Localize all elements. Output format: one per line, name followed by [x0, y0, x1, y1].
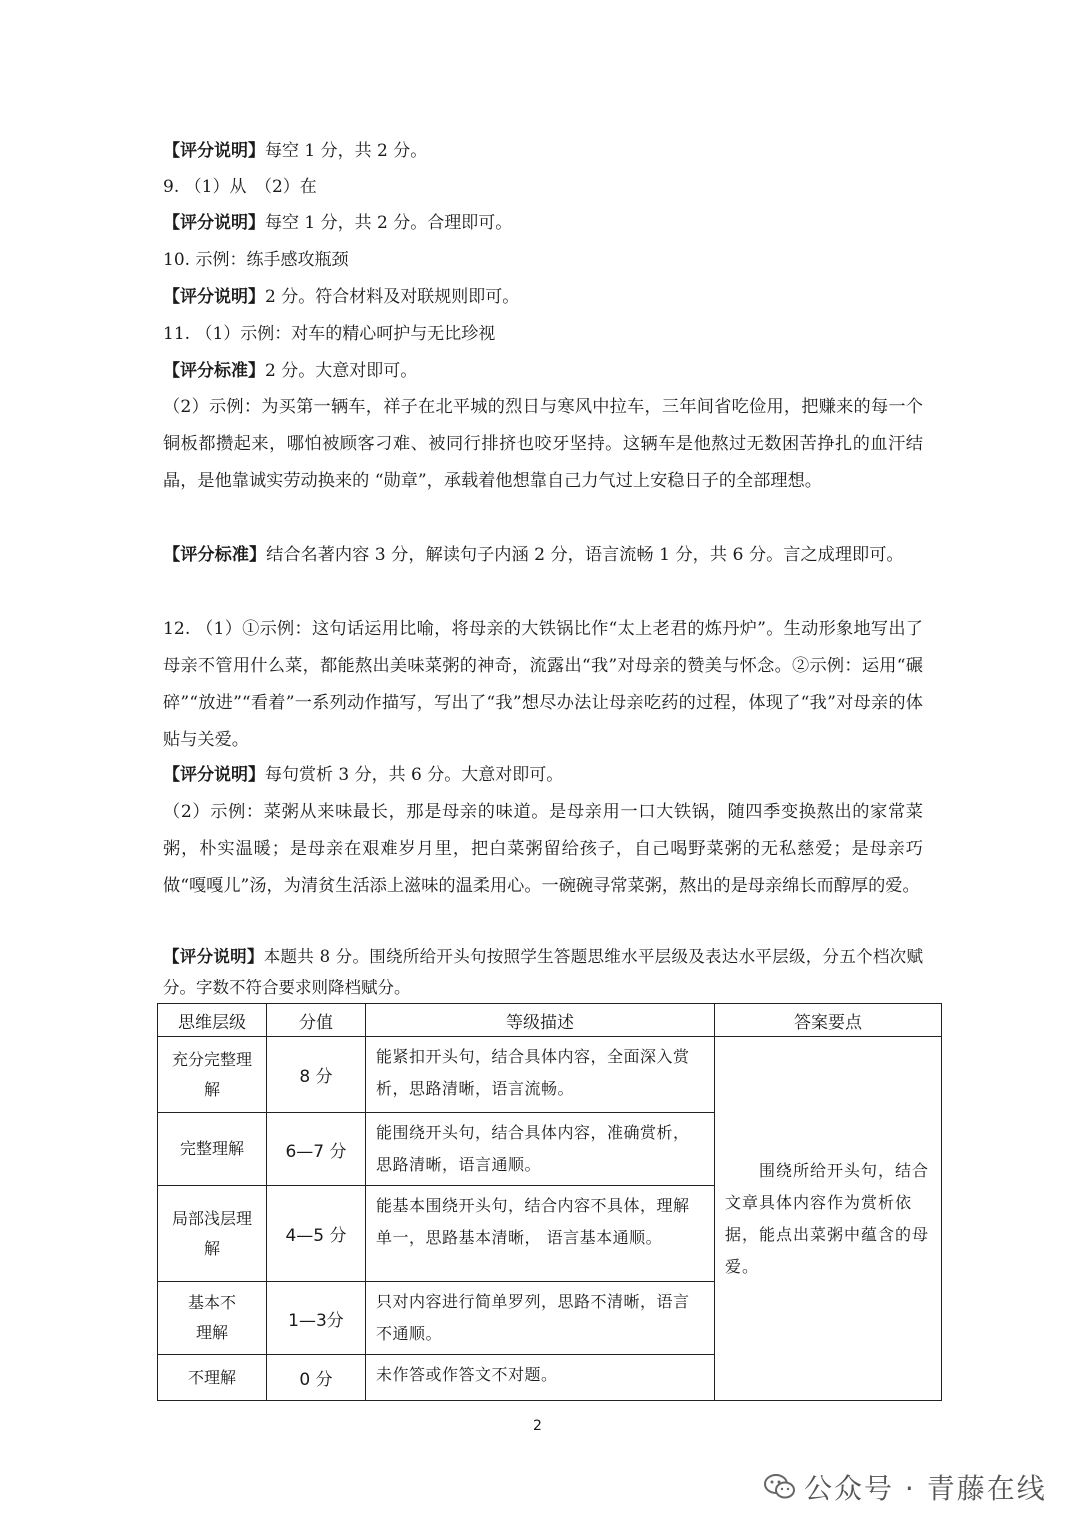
header-key: 答案要点 [715, 1004, 942, 1037]
score-cell: 6—7 分 [267, 1113, 366, 1186]
header-desc: 等级描述 [366, 1004, 715, 1037]
table-row [158, 1037, 942, 1113]
key-point-cell: 围绕所给开头句，结合文章具体内容作为赏析依据，能点出菜粥中蕴含的母爱。 [715, 1037, 942, 1401]
scoring-table [157, 1003, 942, 1401]
score-cell: 8 分 [267, 1037, 366, 1113]
grading-note-12-1: 【评分说明】每句赏析 3 分，共 6 分。大意对即可。 [163, 765, 564, 785]
table-header-row [158, 1004, 942, 1037]
score-cell: 1—3分 [267, 1282, 366, 1355]
answer-11-1: 11. （1）示例：对车的精心呵护与无比珍视 [163, 324, 496, 344]
level-cell: 不理解 [158, 1355, 267, 1401]
answer-10: 10. 示例：练手感攻瓶颈 [163, 250, 349, 270]
header-score: 分值 [267, 1004, 366, 1037]
grading-note-10: 【评分说明】2 分。符合材料及对联规则即可。 [163, 287, 520, 307]
answer-11-2: （2）示例：为买第一辆车，祥子在北平城的烈日与寒风中拉车，三年间省吃俭用，把赚来的每一个铜板都攒起来，哪怕被顾客刁难、被同行排挤也咬牙坚持。这辆车是他熬过无数困苦挣扎的血汗结晶，是他靠诚实劳动换来的 “勋章”，承载着他想靠自己力气过上安稳日子的全部理想。 [163, 397, 923, 491]
level-cell: 完整理解 [158, 1113, 267, 1186]
answer-9: 9. （1）从 （2）在 [163, 177, 317, 197]
header-level: 思维层级 [158, 1004, 267, 1037]
desc-cell: 能紧扣开头句，结合具体内容，全面深入赏析，思路清晰，语言流畅。 [366, 1037, 715, 1113]
desc-cell: 未作答或作答文不对题。 [366, 1355, 715, 1401]
desc-cell: 只对内容进行简单罗列，思路不清晰，语言不通顺。 [366, 1282, 715, 1355]
answer-12-2: （2）示例：菜粥从来味最长，那是母亲的味道。是母亲用一口大铁锅，随四季变换熬出的家常菜粥，朴实温暖；是母亲在艰难岁月里，把白菜粥留给孩子，自己喝野菜粥的无私慈爱；是母亲巧做“嘎嘎儿”汤，为清贫生活添上滋味的温柔用心。一碗碗寻常菜粥，熬出的是母亲绵长而醇厚的爱。 [163, 802, 923, 896]
grading-note-12-2: 【评分说明】本题共 8 分。围绕所给开头句按照学生答题思维水平层级及表达水平层级，分五个档次赋分。字数不符合要求则降档赋分。 [163, 947, 923, 997]
level-cell: 充分完整理解 [158, 1037, 267, 1113]
level-cell: 局部浅层理解 [158, 1186, 267, 1282]
page-number: 2 [533, 1418, 542, 1434]
desc-cell: 能基本围绕开头句，结合内容不具体，理解单一，思路基本清晰， 语言基本通顺。 [366, 1186, 715, 1282]
grading-standard-11-1: 【评分标准】2 分。大意对即可。 [163, 361, 418, 381]
watermark [764, 1467, 1047, 1507]
score-cell: 4—5 分 [267, 1186, 366, 1282]
answer-12-1: 12. （1）①示例：这句话运用比喻，将母亲的大铁锅比作“太上老君的炼丹炉”。生动形象地写出了母亲不管用什么菜，都能熬出美味菜粥的神奇，流露出“我”对母亲的赞美与怀念。②示例：运用“碾碎”“放进”“看着”一系列动作描写，写出了“我”想尽办法让母亲吃药的过程，体现了“我”对母亲的体贴与关爱。 [163, 619, 923, 750]
grading-note-1: 【评分说明】每空 1 分，共 2 分。 [163, 141, 428, 161]
grading-standard-11-2: 【评分标准】结合名著内容 3 分，解读句子内涵 2 分，语言流畅 1 分，共 6 分。言之成理即可。 [163, 545, 904, 565]
grading-note-9: 【评分说明】每空 1 分，共 2 分。合理即可。 [163, 213, 513, 233]
score-cell: 0 分 [267, 1355, 366, 1401]
wechat-icon [764, 1473, 796, 1501]
desc-cell: 能围绕开头句，结合具体内容，准确赏析，思路清晰，语言通顺。 [366, 1113, 715, 1186]
level-cell: 基本不理解 [158, 1282, 267, 1355]
watermark-label: 公众号 · 青藤在线 [804, 1472, 1047, 1505]
